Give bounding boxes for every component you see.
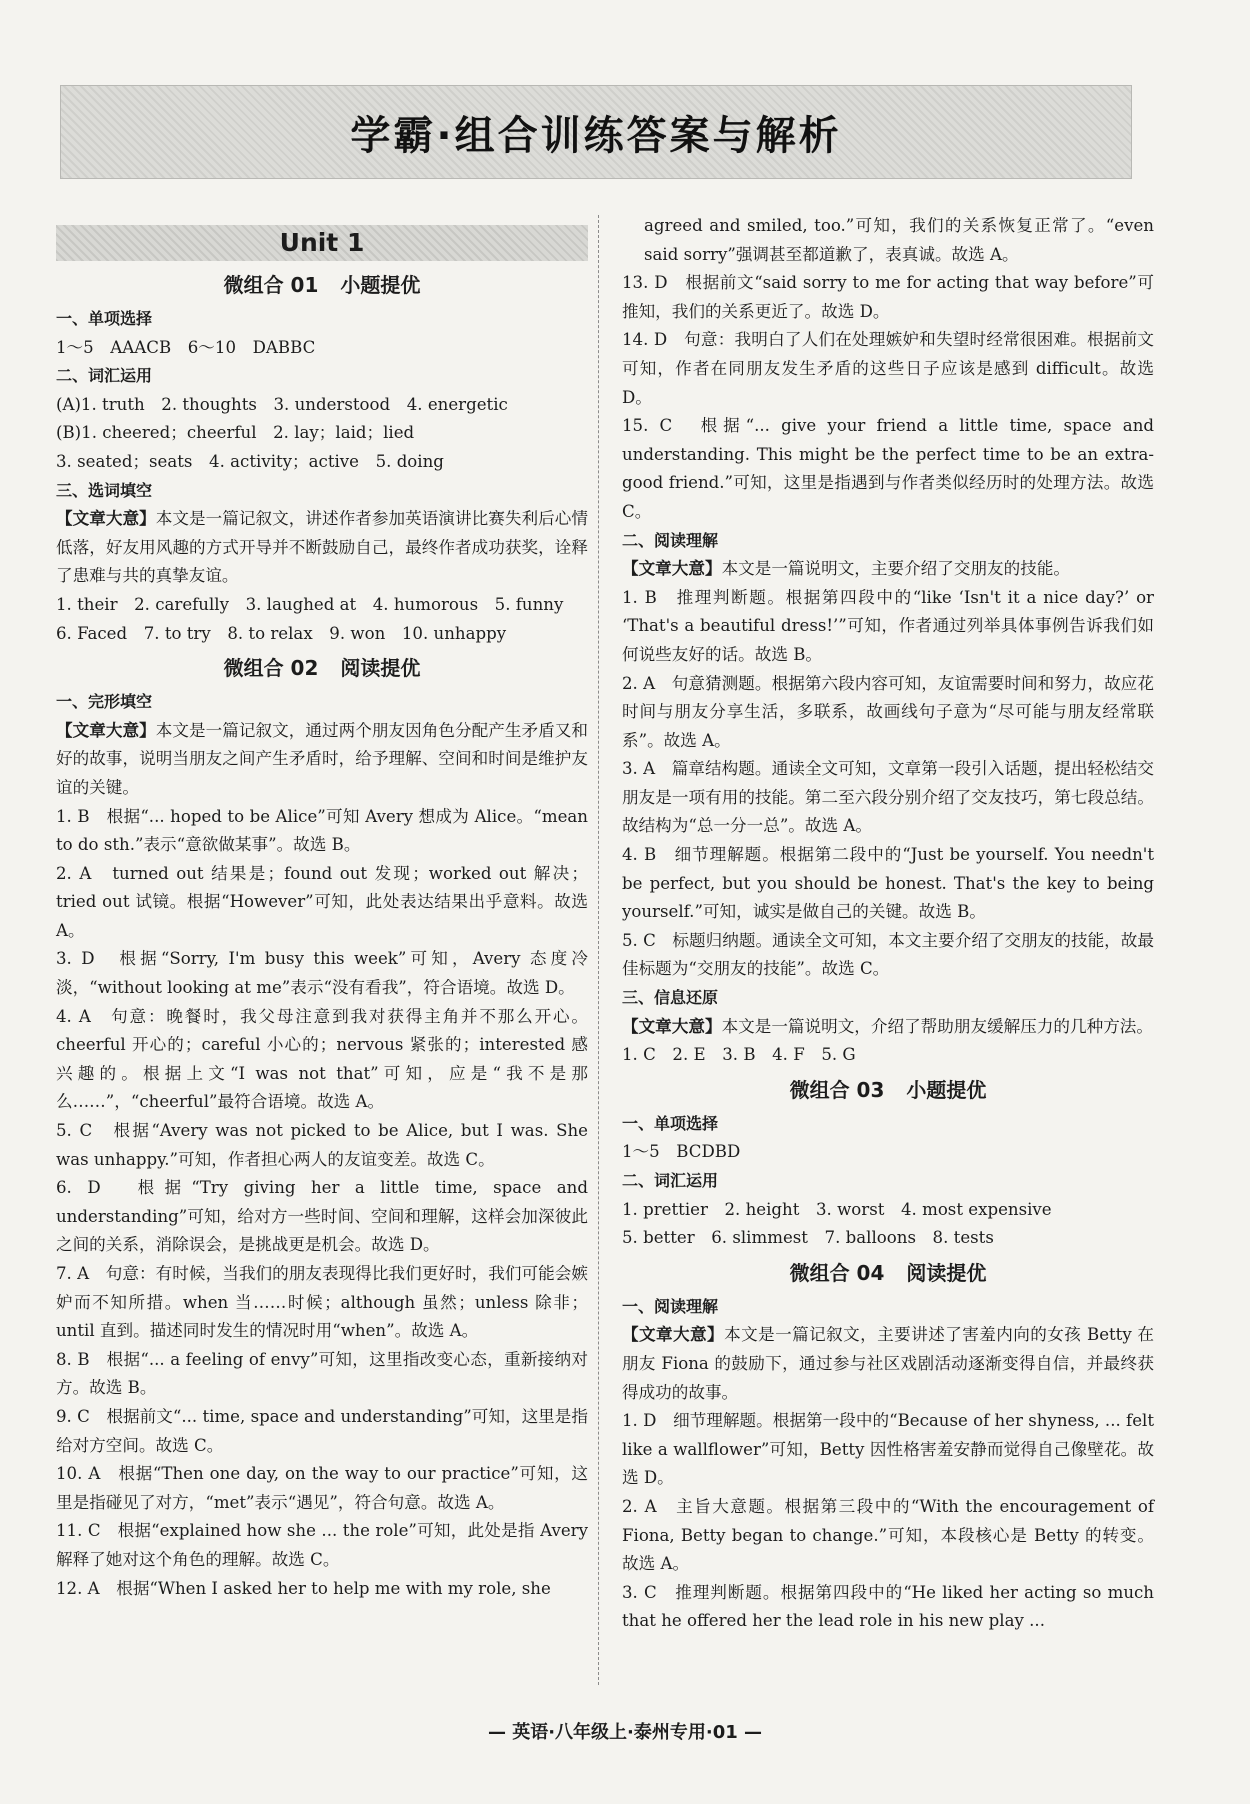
group-04-heading: 微组合 04 阅读提优 bbox=[789, 1260, 987, 1285]
answer-item: 9. C 根据前文“... time, space and understanding”可知，这里是指给对方空间。故选 C。 bbox=[56, 1406, 588, 1455]
answer-line: 1～5 BCDBD bbox=[622, 1142, 741, 1162]
answer-item: 3. D 根据“Sorry, I'm busy this week”可知，Avery 态度冷淡，“without looking at me”表示“没有看我”，符合语境。故选 D。 bbox=[56, 949, 588, 998]
answer-item: 4. B 细节理解题。根据第二段中的“Just be yourself. You needn't be perfect, but you should be honest. That's the key to being yourself.”可知，诚实是做自己的关键。故选 B。 bbox=[622, 845, 1154, 922]
answer-item: 1. D 细节理解题。根据第一段中的“Because of her shyness, ... felt like a wallflower”可知，Betty 因性格害羞安静而觉得自己像壁花。故选 D。 bbox=[622, 1411, 1154, 1488]
summary-paragraph: 【文章大意】本文是一篇记叙文，讲述作者参加英语演讲比赛失利后心情低落，好友用风趣的方式开导并不断鼓励自己，最终作者成功获奖，诠释了患难与共的真挚友谊。 bbox=[56, 509, 589, 586]
section-heading: 一、完形填空 bbox=[56, 692, 153, 712]
answer-line: 5. better 6. slimmest 7. balloons 8. tests bbox=[622, 1228, 994, 1248]
answer-item: 8. B 根据“... a feeling of envy”可知，这里指改变心态，重新接纳对方。故选 B。 bbox=[56, 1349, 588, 1398]
answer-item: 2. A 句意猜测题。根据第六段内容可知，友谊需要时间和努力，故应花时间与朋友分享生活，多联系，故画线句子意为“尽可能与朋友经常联系”。故选 A。 bbox=[622, 673, 1154, 750]
summary-paragraph: 【文章大意】本文是一篇说明文，主要介绍了交朋友的技能。 bbox=[622, 559, 1071, 579]
answer-item: 3. C 推理判断题。根据第四段中的“He liked her acting so much that he offered her the lead role in his new play ... bbox=[622, 1582, 1154, 1631]
right-column bbox=[622, 212, 1154, 1636]
summary-paragraph: 【文章大意】本文是一篇说明文，介绍了帮助朋友缓解压力的几种方法。 bbox=[622, 1016, 1153, 1036]
section-heading: 一、阅读理解 bbox=[622, 1296, 719, 1316]
unit-title: Unit 1 bbox=[279, 227, 365, 257]
title-banner bbox=[60, 85, 1132, 179]
answer-line: 6. Faced 7. to try 8. to relax 9. won 10. unhappy bbox=[56, 623, 507, 643]
answer-item: 5. C 标题归纳题。通读全文可知，本文主要介绍了交朋友的技能，故最佳标题为“交朋友的技能”。故选 C。 bbox=[622, 930, 1154, 979]
column-divider bbox=[598, 215, 599, 1685]
answer-line: 1～5 AAACB 6～10 DABBC bbox=[56, 337, 316, 357]
answer-item: 2. A turned out 结果是；found out 发现；worked out 解决；tried out 试镜。根据“However”可知，此处表达结果出乎意料。故选 A。 bbox=[56, 863, 588, 940]
answer-item: 3. A 篇章结构题。通读全文可知，文章第一段引入话题，提出轻松结交朋友是一项有用的技能。第二至六段分别介绍了交友技巧，第七段总结。故结构为“总一分一总”。故选 A。 bbox=[622, 759, 1154, 836]
answer-item: 5. C 根据“Avery was not picked to be Alice, but I was. She was unhappy.”可知，作者担心两人的友谊变差。故选 C。 bbox=[56, 1121, 588, 1169]
section-heading: 二、词汇运用 bbox=[56, 366, 153, 386]
answer-item: 1. B 根据“... hoped to be Alice”可知 Avery 想成为 Alice。“mean to do sth.”表示“意欲做某事”。故选 B。 bbox=[56, 806, 588, 855]
section-heading: 三、信息还原 bbox=[622, 988, 719, 1008]
group-01-heading: 微组合 01 小题提优 bbox=[223, 273, 421, 297]
answer-item: 4. A 句意：晚餐时，我父母注意到我对获得主角并不那么开心。cheerful 开心的；careful 小心的；nervous 紧张的；interested 感兴趣的。根据上文“I was not that”可知，应是“我不是那么……”，“cheerful”最符合语境。故选 A。 bbox=[56, 1006, 588, 1112]
group-03-heading: 微组合 03 小题提优 bbox=[789, 1077, 987, 1102]
answer-item: 15. C 根据“... give your friend a little time, space and understanding. This might be the perfect time to be an extra-good friend.”可知，这里是指遇到与作者类似经历时的处理方法。故选 C。 bbox=[622, 416, 1154, 521]
answer-item-continued: agreed and smiled, too.”可知，我们的关系恢复正常了。“even said sorry”强调甚至都道歉了，表真诚。故选 A。 bbox=[644, 216, 1154, 264]
page-footer: — 英语·八年级上·泰州专用·01 — bbox=[487, 1722, 763, 1743]
section-heading: 三、选词填空 bbox=[56, 480, 153, 500]
answer-item: 6. D 根据“Try giving her a little time, space and understanding”可知，给对方一些时间、空间和理解，这样会加深彼此之间的关系，消除误会，是挑战更是机会。故选 D。 bbox=[56, 1178, 588, 1255]
unit-banner bbox=[56, 225, 588, 261]
group-02-heading: 微组合 02 阅读提优 bbox=[223, 656, 421, 681]
summary-paragraph: 【文章大意】本文是一篇记叙文，通过两个朋友因角色分配产生矛盾又和好的故事，说明当朋友之间产生矛盾时，给予理解、空间和时间是维护友谊的关键。 bbox=[56, 720, 589, 797]
answer-line: 1. prettier 2. height 3. worst 4. most expensive bbox=[622, 1199, 1052, 1219]
left-column bbox=[56, 218, 588, 1603]
answer-item: 11. C 根据“explained how she ... the role”可知，此处是指 Avery 解释了她对这个角色的理解。故选 C。 bbox=[56, 1521, 588, 1569]
summary-paragraph: 【文章大意】本文是一篇记叙文，主要讲述了害羞内向的女孩 Betty 在朋友 Fiona 的鼓励下，通过参与社区戏剧活动逐渐变得自信，并最终获得成功的故事。 bbox=[622, 1325, 1155, 1402]
section-heading: 一、单项选择 bbox=[56, 309, 153, 328]
answer-item: 1. B 推理判断题。根据第四段中的“like ‘Isn't it a nice day?’ or ‘That's a beautiful dress!’”可知，作者通过列举具体事例告诉我们如何说些友好的话。故选 B。 bbox=[622, 587, 1154, 664]
answer-item: 2. A 主旨大意题。根据第三段中的“With the encouragement of Fiona, Betty began to change.”可知，本段核心是 Betty 的转变。故选 A。 bbox=[622, 1496, 1154, 1574]
answer-item: 7. A 句意：有时候，当我们的朋友表现得比我们更好时，我们可能会嫉妒而不知所措。when 当……时候；although 虽然；unless 除非；until 直到。描述同时发生的情况时用“when”。故选 A。 bbox=[56, 1264, 588, 1341]
answer-item: 10. A 根据“Then one day, on the way to our practice”可知，这里是指碰见了对方，“met”表示“遇见”，符合句意。故选 A。 bbox=[56, 1464, 588, 1512]
answer-item: 14. D 句意：我明白了人们在处理嫉妒和失望时经常很困难。根据前文可知，作者在同朋友发生矛盾的这些日子应该是感到 difficult。故选 D。 bbox=[622, 330, 1154, 407]
answer-line: 3. seated；seats 4. activity；active 5. doing bbox=[56, 451, 444, 471]
answer-line: (B)1. cheered；cheerful 2. lay；laid；lied bbox=[56, 423, 415, 443]
section-heading: 二、阅读理解 bbox=[622, 530, 719, 550]
section-heading: 二、词汇运用 bbox=[622, 1171, 719, 1190]
answer-item: 12. A 根据“When I asked her to help me with my role, she bbox=[56, 1578, 551, 1598]
answer-item: 13. D 根据前文“said sorry to me for acting that way before”可推知，我们的关系更近了。故选 D。 bbox=[622, 273, 1154, 321]
answer-line: (A)1. truth 2. thoughts 3. understood 4. energetic bbox=[56, 394, 508, 414]
page-title: 学霸·组合训练答案与解析 bbox=[350, 112, 842, 159]
answer-line: 1. C 2. E 3. B 4. F 5. G bbox=[622, 1045, 856, 1065]
answer-line: 1. their 2. carefully 3. laughed at 4. humorous 5. funny bbox=[56, 594, 564, 614]
section-heading: 一、单项选择 bbox=[622, 1113, 719, 1133]
